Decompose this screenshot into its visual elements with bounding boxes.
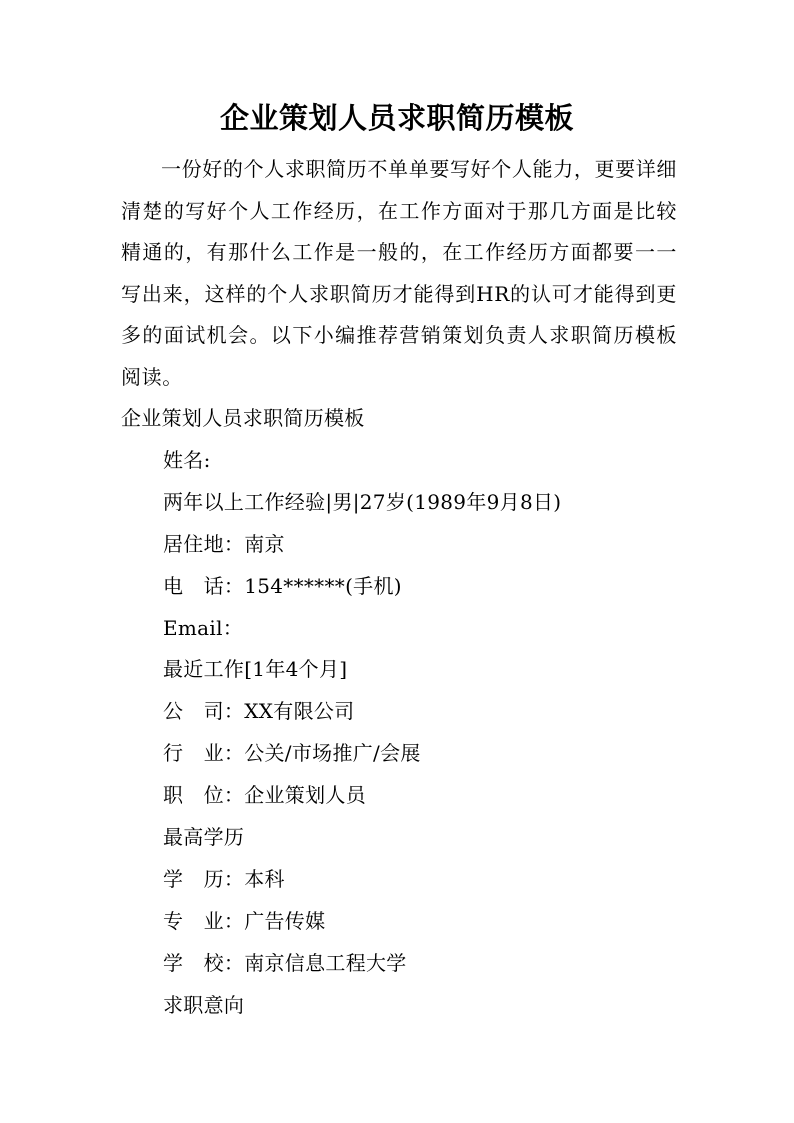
field-company: 公 司：XX有限公司 [163, 699, 355, 724]
field-email: Email： [163, 615, 244, 640]
document-title: 企业策划人员求职简历模板 [219, 101, 574, 135]
intro-paragraph: 一份好的个人求职简历不单单要写好个人能力，更要详细清楚的写好个人工作经历，在工作方面对于那几方面是比较精通的，有那什么工作是一般的，在工作经历方面都要一一写出来，这样的个人求职简历才能得到HR的认可才能得到更多的面试机会。以下小编推荐营销策划负责人求职简历模板阅读。 [121, 157, 677, 389]
field-school: 学 校：南京信息工程大学 [163, 950, 407, 975]
field-phone: 电 话：154******(手机) [163, 573, 402, 598]
field-position: 职 位：企业策划人员 [163, 783, 366, 808]
section-subtitle: 企业策划人员求职简历模板 [121, 406, 365, 430]
resume-fields [163, 440, 683, 1026]
field-residence: 居住地：南京 [163, 531, 285, 556]
field-education: 学 历：本科 [163, 866, 285, 891]
field-name: 姓名: [163, 448, 211, 472]
field-recent-work: 最近工作[1年4个月] [163, 657, 348, 682]
field-experience-summary: 两年以上工作经验|男|27岁(1989年9月8日) [163, 489, 562, 514]
field-major: 专 业：广告传媒 [163, 908, 326, 933]
field-industry: 行 业：公关/市场推广/会展 [163, 741, 421, 766]
field-highest-education-heading: 最高学历 [163, 825, 245, 850]
field-job-intention-heading: 求职意向 [163, 992, 245, 1017]
